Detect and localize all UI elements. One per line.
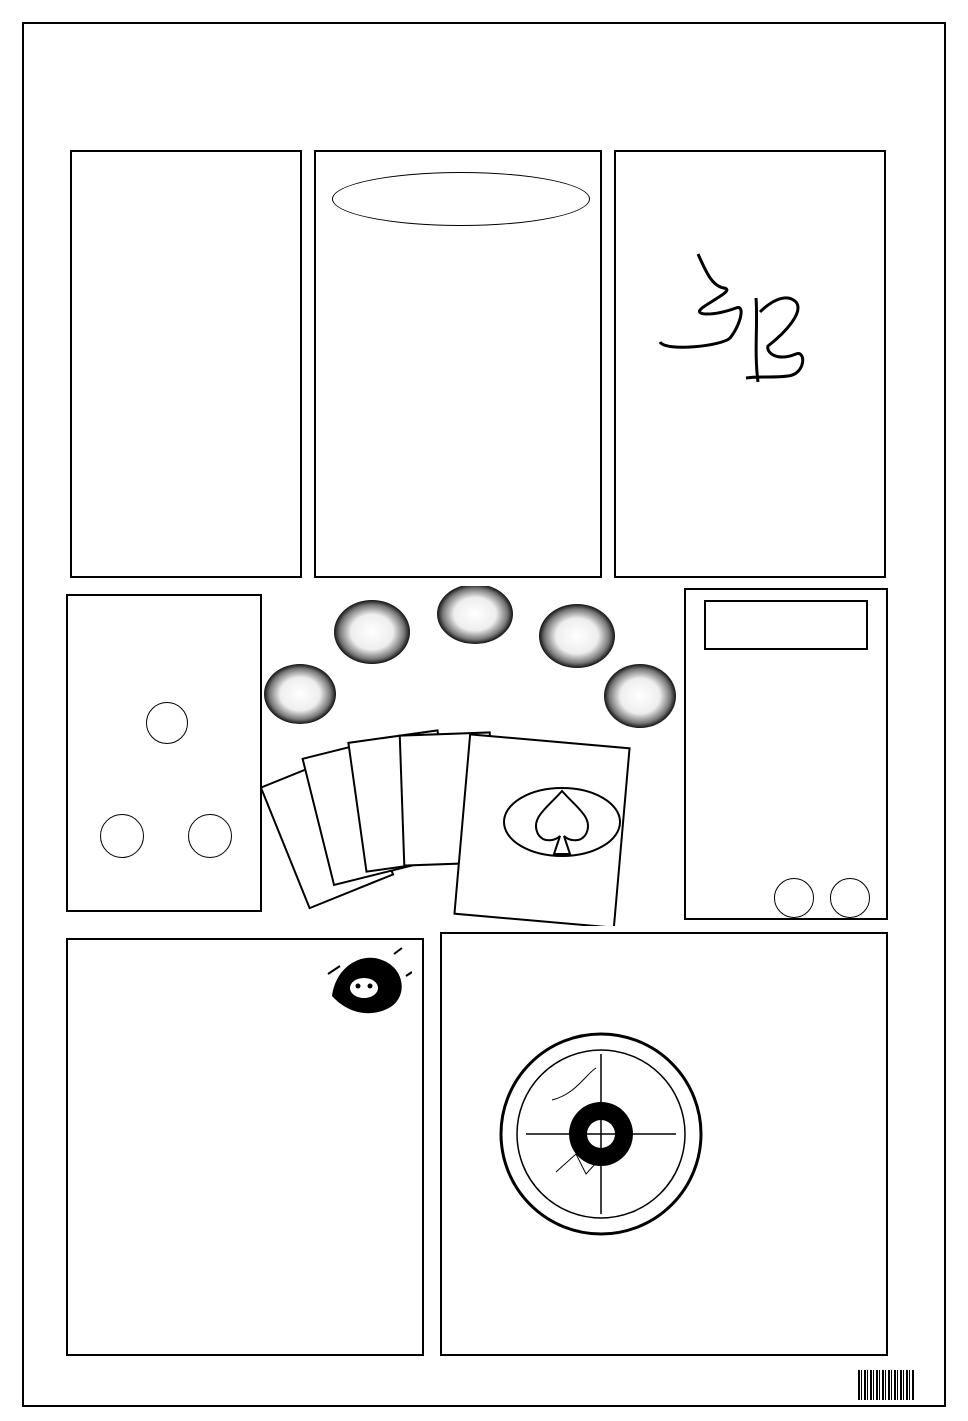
orb-5: [604, 664, 676, 728]
betting-title-ellipse: [332, 172, 590, 226]
shensuan-num2: [100, 814, 144, 858]
horse-box: [684, 588, 888, 920]
horse-code-1: [774, 878, 814, 918]
barcode: [858, 1370, 914, 1400]
horse-title-frame: [704, 600, 868, 650]
cards-svg: [262, 586, 682, 926]
marksix-column-left: [26, 128, 48, 1368]
wheel-box: [440, 932, 888, 1356]
orb-3: [437, 586, 513, 644]
shensuan-num3: [188, 814, 232, 858]
orb-2: [334, 600, 410, 664]
shensuan-num1: [146, 702, 188, 744]
horse-code-2: [830, 878, 870, 918]
wheel-side-text: [706, 1020, 884, 1240]
orb-4: [539, 604, 615, 668]
betting-box: [314, 150, 602, 578]
marksix-column-right: [912, 128, 934, 1368]
joker-illustration: [322, 946, 412, 1026]
orb-1: [264, 664, 336, 724]
marksix-row-bottom: [28, 1380, 898, 1402]
poem-box: [70, 150, 302, 578]
cards-illustration: [262, 586, 682, 926]
fortune-wheel: [466, 1004, 736, 1244]
poem-columns: [94, 234, 294, 574]
mystic-box: [614, 150, 886, 578]
shensuan-box: [66, 594, 262, 912]
marksix-row-top: [28, 98, 938, 122]
mystic-scribble: [646, 242, 846, 392]
story-box: [66, 938, 424, 1356]
